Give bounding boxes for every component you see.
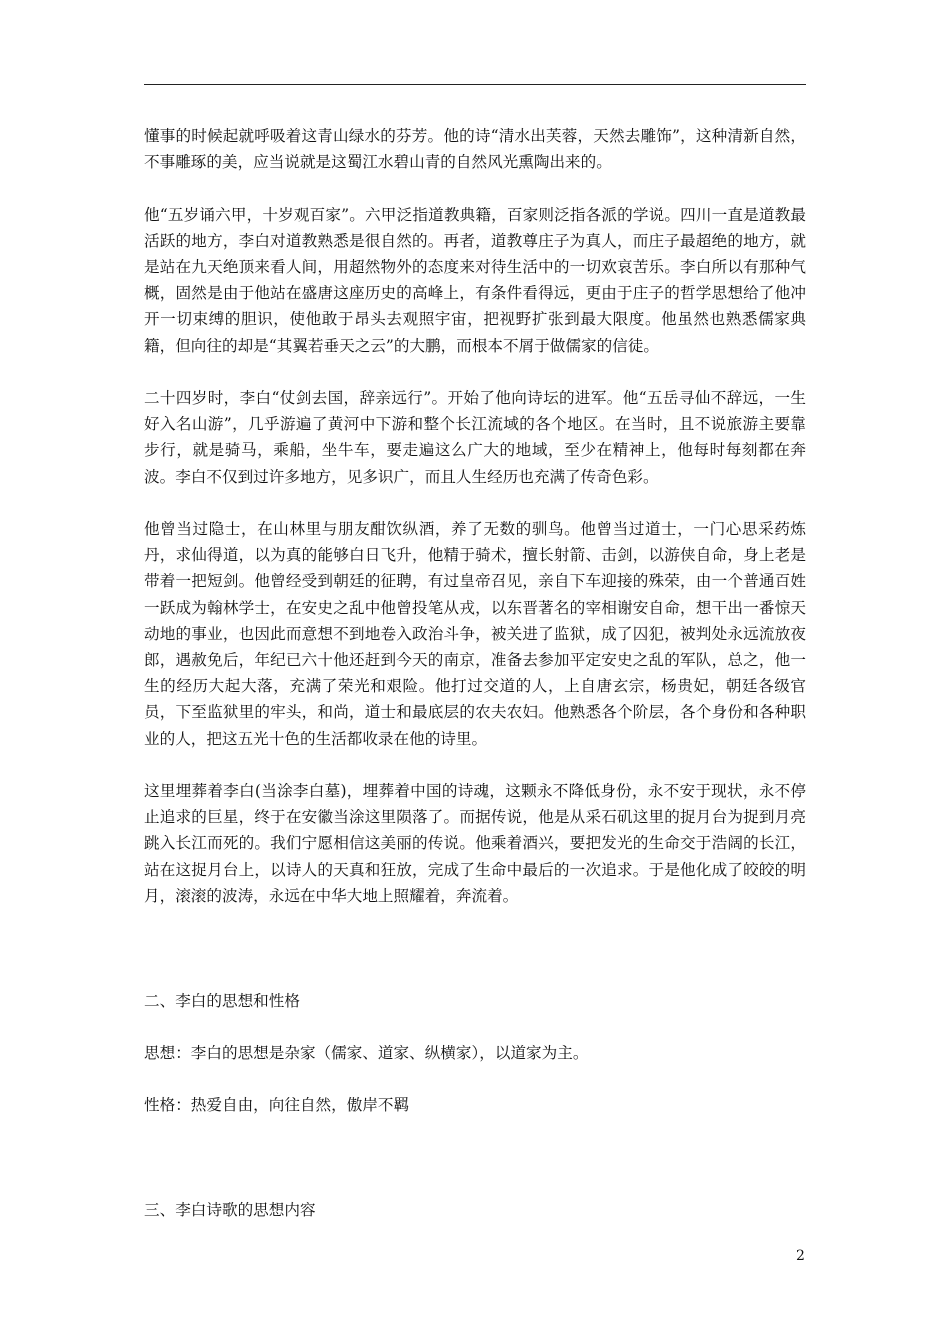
paragraph-spacer (144, 175, 806, 201)
page-number: 2 (796, 1248, 805, 1264)
character-line: 性格：热爱自由，向往自然，傲岸不羁 (144, 1096, 410, 1115)
paragraph-spacer (144, 752, 806, 778)
thought-line: 思想：李白的思想是杂家（儒家、道家、纵横家），以道家为主。 (144, 1044, 589, 1063)
section-spacer (144, 909, 806, 988)
paragraph-4: 他曾当过隐士，在山林里与朋友酣饮纵酒，养了无数的驯鸟。他曾当过道士，一门心思采药炼丹，求仙得道，以为真的能够白日飞升，他精于骑术，擅长射箭、击剑，以游侠自命，身上老是带着一把短剑。他曾经受到朝廷的征聘，有过皇帝召见，亲自下车迎接的殊荣，由一个普通百姓一跃成为翰林学士，在安史之乱中他曾投笔从戎，以东晋著名的宰相谢安自命，想干出一番惊天动地的事业，也因此而意想不到地卷入政治斗争，被关进了监狱，成了囚犯，被判处永远流放夜郎，遇赦免后，年纪已六十他还赶到今天的南京，准备去参加平定安史之乱的军队，总之，他一生的经历大起大落，充满了荣光和艰险。他打过交道的人，上自唐玄宗，杨贵妃，朝廷各级官员，下至监狱里的牢头，和尚，道士和最底层的农夫农妇。他熟悉各个阶层，各个身份和各种职业的人，把这五光十色的生活都收录在他的诗里。 (144, 520, 806, 748)
section-spacer (144, 1119, 806, 1198)
paragraph-spacer (144, 1066, 806, 1092)
section-2-heading: 二、李白的思想和性格 (144, 991, 300, 1010)
header-rule (144, 84, 806, 85)
paragraph-1: 懂事的时候起就呼吸着这青山绿水的芬芳。他的诗“清水出芙蓉，天然去雕饰”，这种清新自然，不事雕琢的美，应当说就是这蜀江水碧山青的自然风光熏陶出来的。 (144, 127, 806, 172)
paragraph-2: 他“五岁诵六甲，十岁观百家”。六甲泛指道教典籍，百家则泛指各派的学说。四川一直是道教最活跃的地方，李白对道教熟悉是很自然的。再者，道教尊庄子为真人，而庄子最超绝的地方，就是站在九天绝顶来看人间，用超然物外的态度来对待生活中的一切欢哀苦乐。李白所以有那种气概，固然是由于他站在盛唐这座历史的高峰上，有条件看得远，更由于庄子的哲学思想给了他冲开一切束缚的胆识，使他敢于昂头去观照宇宙，把视野扩张到最大限度。他虽然也熟悉儒家典籍，但向往的却是“其翼若垂天之云”的大鹏，而根本不屑于做儒家的信徒。 (144, 205, 806, 355)
paragraph-spacer (144, 1014, 806, 1040)
paragraph-5: 这里埋葬着李白(当涂李白墓)，埋葬着中国的诗魂，这颗永不降低身份，永不安于现状，永不停止追求的巨星，终于在安徽当涂这里陨落了。而据传说，他是从采石矶这里的捉月台为捉到月亮跳入长江而死的。我们宁愿相信这美丽的传说。他乘着酒兴，要把发光的生命交于浩阔的长江，站在这捉月台上，以诗人的天真和狂放，完成了生命中最后的一次追求。于是他化成了皎皎的明月，滚滚的波涛，永远在中华大地上照耀着，奔流着。 (144, 782, 806, 905)
paragraph-3: 二十四岁时，李白“仗剑去国，辞亲远行”。开始了他向诗坛的进军。他“五岳寻仙不辞远，一生好入名山游”，几乎游遍了黄河中下游和整个长江流域的各个地区。在当时，且不说旅游主要靠步行，就是骑马，乘船，坐牛车，要走遍这么广大的地域，至少在精神上，他每时每刻都在奔波。李白不仅到过许多地方，见多识广，而且人生经历也充满了传奇色彩。 (144, 389, 806, 486)
paragraph-spacer (144, 490, 806, 516)
section-3-heading: 三、李白诗歌的思想内容 (144, 1201, 316, 1220)
paragraph-spacer (144, 359, 806, 385)
page-content (144, 123, 806, 1223)
